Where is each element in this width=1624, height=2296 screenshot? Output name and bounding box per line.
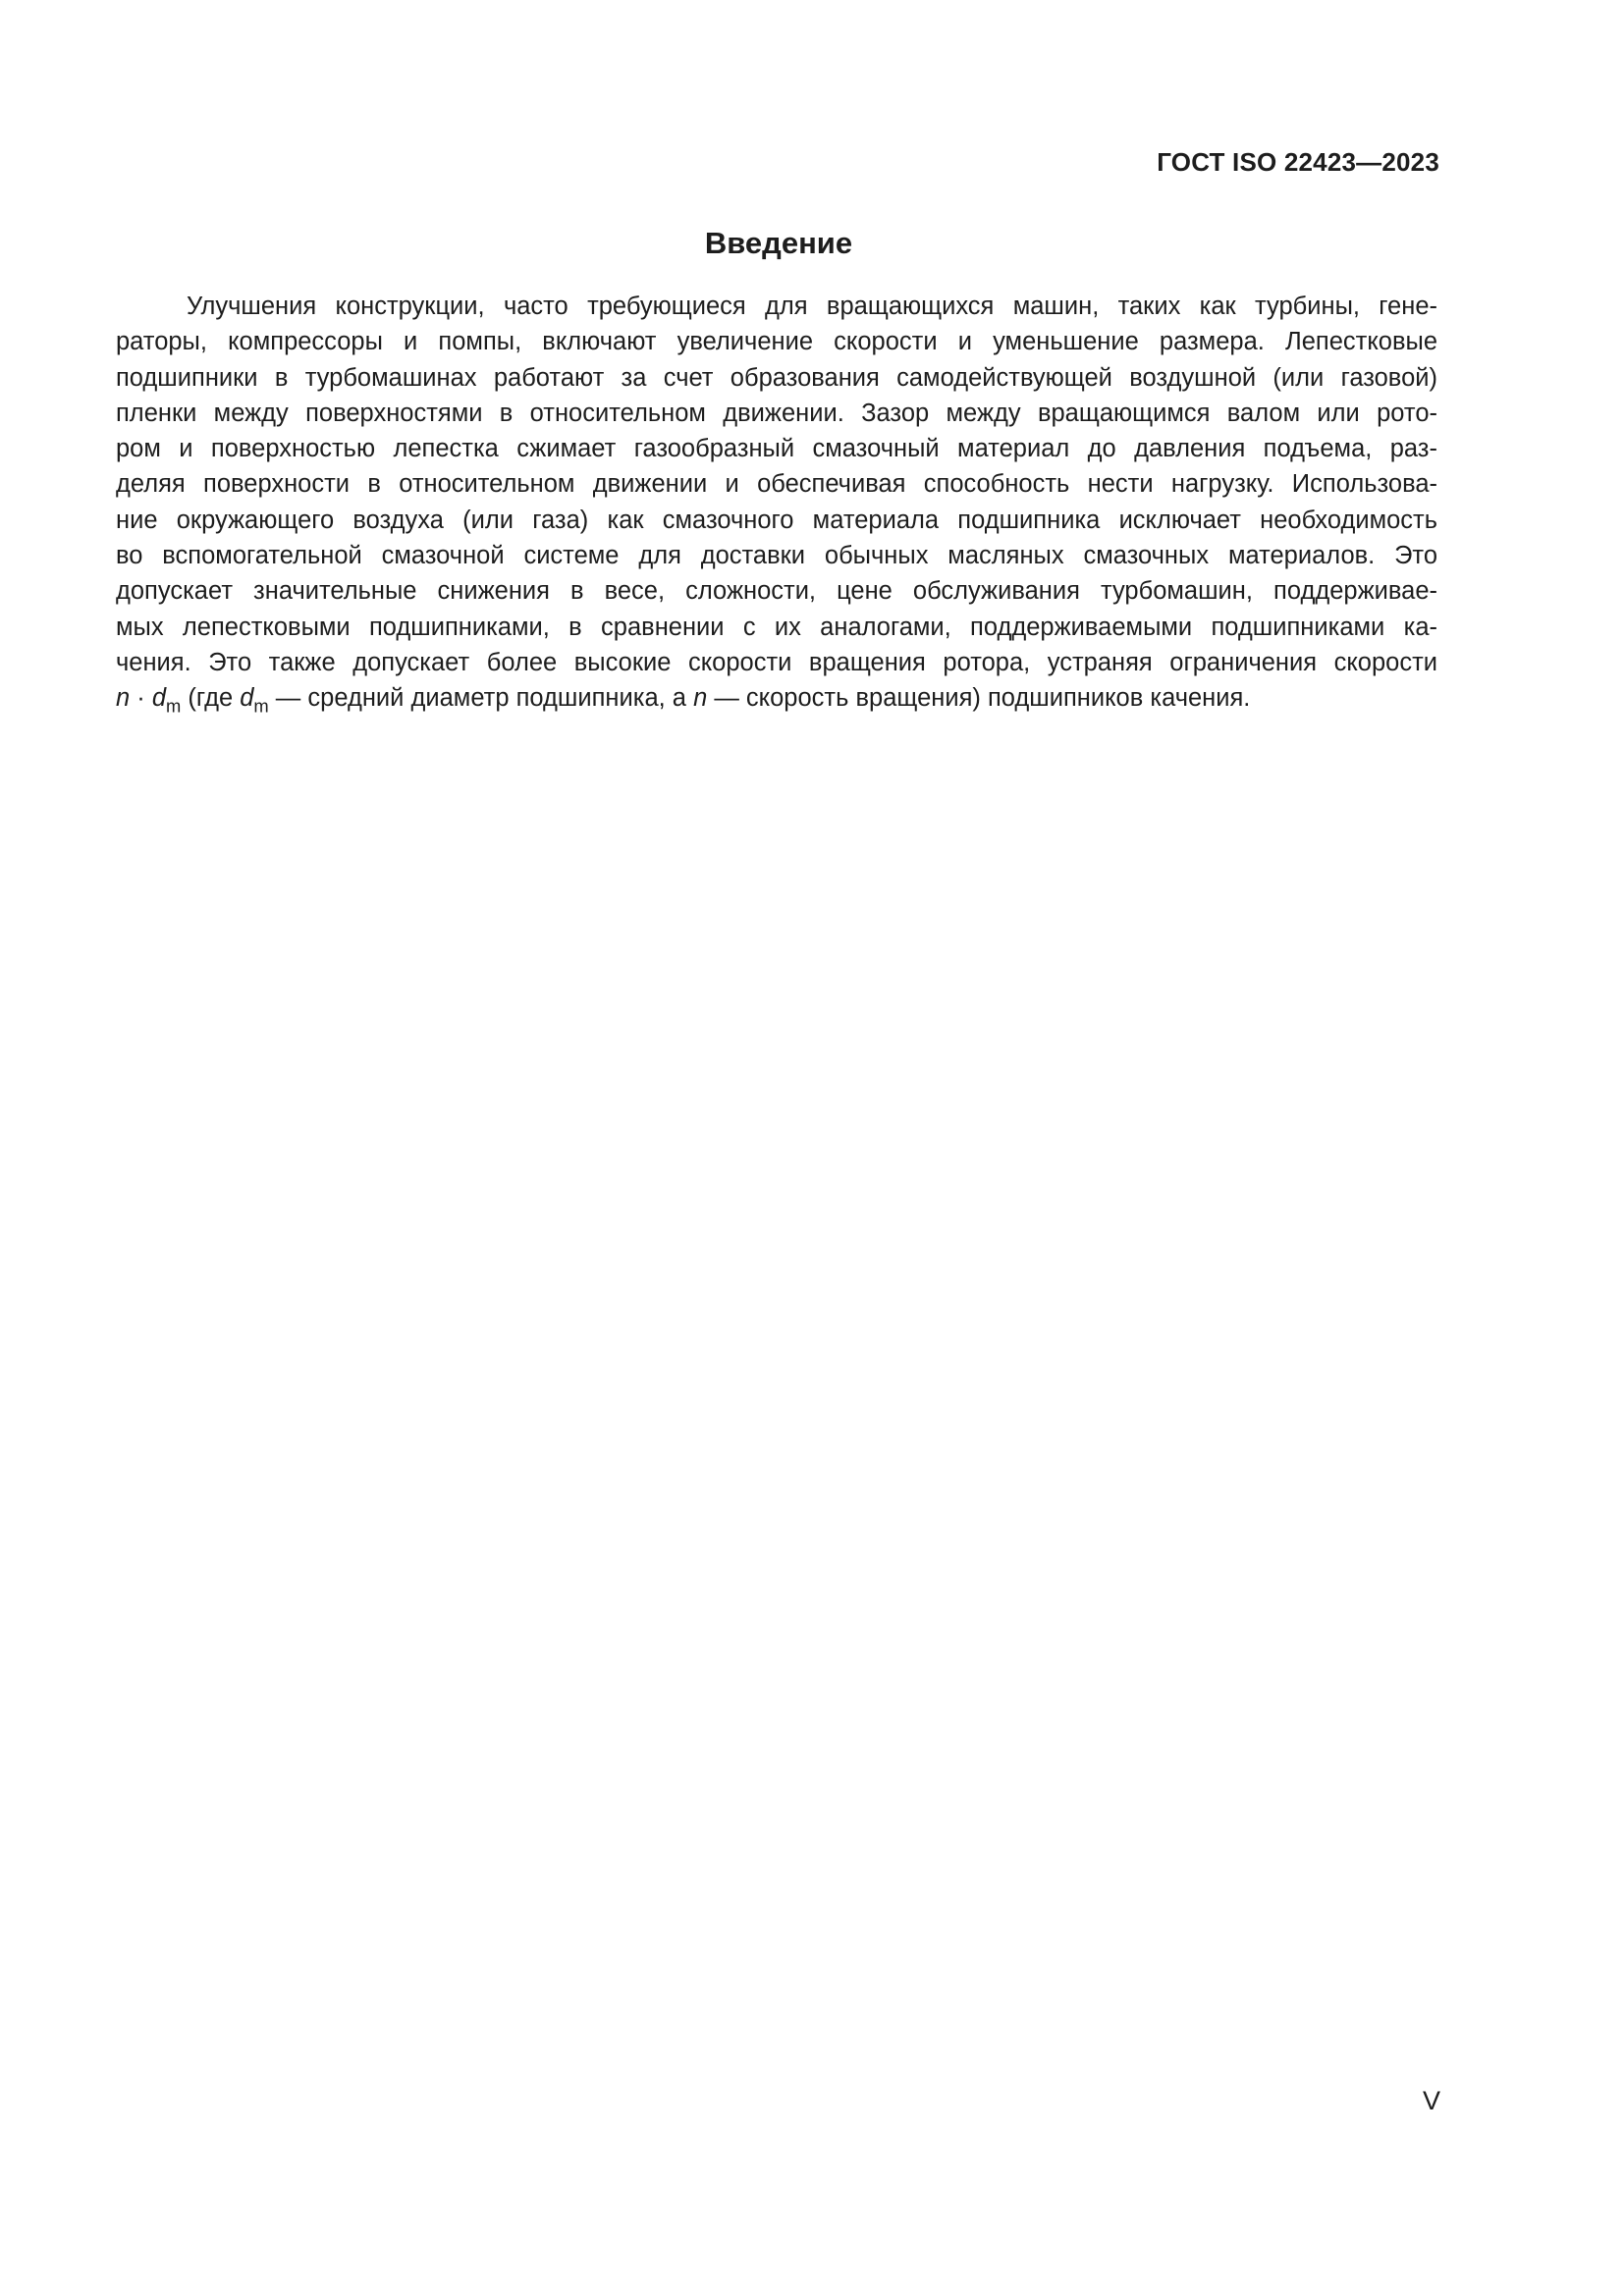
paragraph-line: деляя поверхности в относительном движении и обеспечивая способность нести нагрузку. Использова- — [116, 470, 1437, 499]
paragraph-line: мых лепестковыми подшипниками, в сравнении с их аналогами, поддерживаемыми подшипниками ка- — [116, 613, 1437, 641]
paragraph-last-line — [116, 680, 1437, 716]
subscript-m: m — [166, 695, 182, 717]
paragraph-line: ние окружающего воздуха (или газа) как смазочного материала подшипника исключает необходимость — [116, 506, 1437, 534]
variable-d: d — [240, 684, 254, 713]
page-number: V — [1422, 2086, 1440, 2115]
introduction-paragraph — [116, 289, 1437, 717]
text-segment: — средний диаметр подшипника, а — [268, 684, 694, 713]
text-segment: (где — [181, 684, 241, 713]
section-title: Введение — [704, 226, 853, 260]
paragraph-line: во вспомогательной смазочной системе для доставки обычных масляных смазочных материалов. Это — [116, 542, 1437, 570]
paragraph-line: допускает значительные снижения в весе, сложности, цене обслуживания турбомашин, поддерживае- — [116, 577, 1437, 606]
paragraph-line: раторы, компрессоры и помпы, включают увеличение скорости и уменьшение размера. Лепестковые — [116, 328, 1437, 356]
variable-d: d — [151, 684, 167, 713]
variable-n: n — [693, 684, 708, 713]
paragraph-line: Улучшения конструкции, часто требующиеся для вращающихся машин, таких как турбины, гене- — [187, 293, 1437, 320]
dot-operator: · — [130, 684, 152, 713]
paragraph-line: подшипники в турбомашинах работают за счет образования самодействующей воздушной (или газовой) — [116, 363, 1437, 392]
paragraph-line: чения. Это также допускает более высокие скорости вращения ротора, устраняя ограничения скорости — [116, 648, 1437, 676]
variable-n: n — [116, 684, 131, 713]
paragraph-line: ром и поверхностью лепестка сжимает газообразный смазочный материал до давления подъема, раз- — [116, 435, 1437, 463]
subscript-m: m — [253, 695, 269, 717]
paragraph-line: пленки между поверхностями в относительном движении. Зазор между вращающимся валом или рото- — [116, 399, 1437, 427]
document-code-header: ГОСТ ISO 22423—2023 — [1157, 147, 1439, 177]
text-segment: — скорость вращения) подшипников качения. — [707, 684, 1251, 713]
